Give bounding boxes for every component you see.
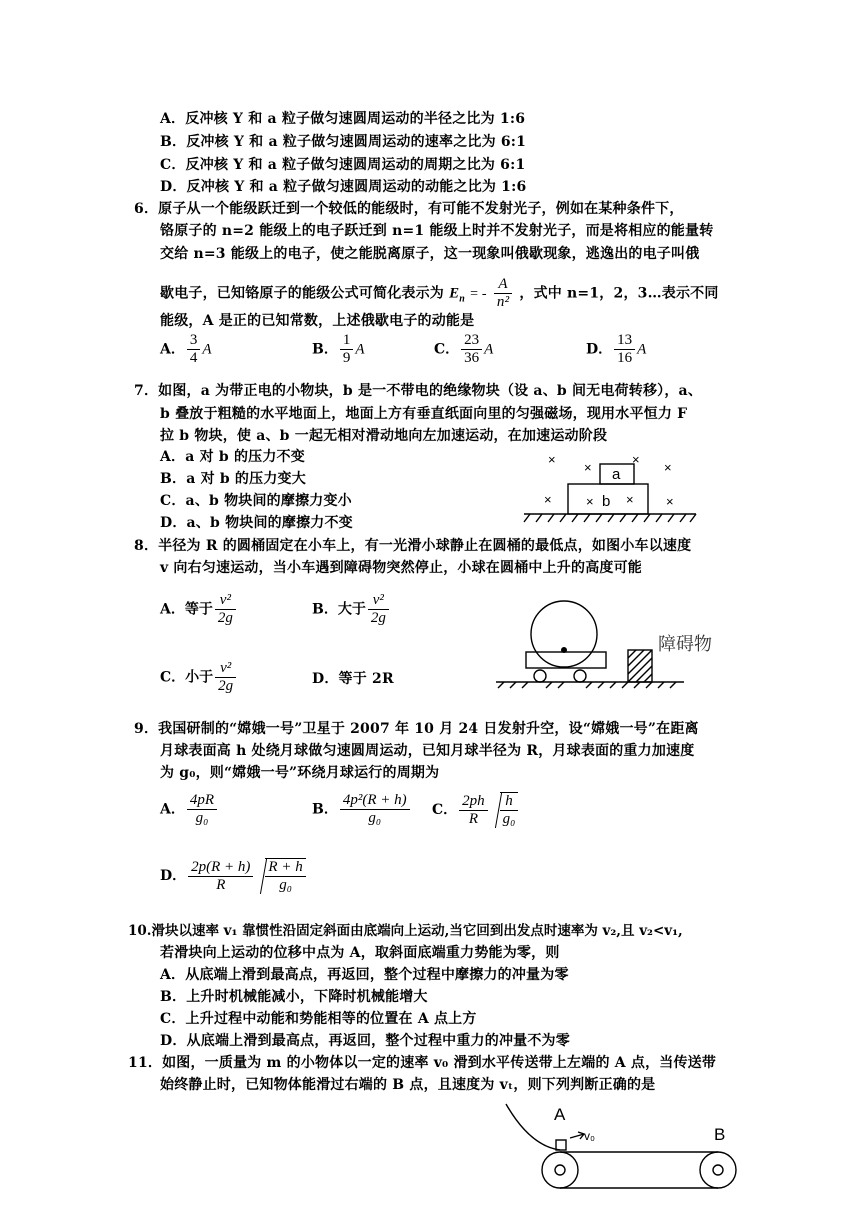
field-x-1: × (548, 452, 556, 467)
q5-option-b: B．反冲核 Y 和 a 粒子做匀速圆周运动的速率之比为 6:1 (160, 134, 527, 150)
point-a-label: A (554, 1105, 566, 1124)
field-x-4: × (664, 460, 672, 475)
q8-option-a (160, 592, 238, 627)
q9-option-d-label: D． (160, 868, 187, 884)
pulley-left-axle (555, 1165, 565, 1175)
q6-option-b-label: B． (312, 341, 338, 358)
q9-option-b-den: g₀ (368, 810, 382, 826)
q6-option-d-tail: A (637, 341, 647, 358)
q9-option-c-sqrt (500, 792, 519, 828)
q6-option-c (434, 332, 493, 367)
q9-option-c-root-num: h (500, 793, 519, 811)
q6-formula-eq: = - (470, 286, 487, 302)
curved-slope (506, 1104, 560, 1150)
q6-formula-lhs: E (449, 285, 460, 302)
q6-line-4 (160, 276, 719, 311)
ball (561, 647, 567, 653)
q8-option-d: D．等于 2R (312, 671, 394, 687)
q8-option-c-label: C．小于 (160, 669, 214, 686)
q9-option-c (432, 792, 518, 828)
ground-hatch (524, 514, 696, 522)
q6-option-a-label: A． (160, 341, 185, 358)
q6-line-2: 铬原子的 n=2 能级上的电子跃迁到 n=1 能级上时并不发射光子，而是将相应的能量转 (160, 223, 714, 239)
q9-option-d-root-num: R + h (265, 859, 305, 877)
q8-option-b-num: v² (368, 592, 389, 610)
q7-option-b: B．a 对 b 的压力变大 (160, 471, 306, 487)
q11-figure (500, 1098, 740, 1202)
q9-option-c-label: C． (432, 802, 458, 818)
cylinder (531, 601, 597, 667)
q6-option-b-num: 1 (340, 332, 354, 350)
q6-option-a (160, 332, 212, 367)
q8-option-c-num: v² (215, 660, 236, 678)
q8-figure (494, 596, 730, 692)
q7-line-2: b 叠放于粗糙的水平地面上，地面上方有垂直纸面向里的匀强磁场，现用水平恒力 F (160, 406, 688, 422)
field-x-3: × (632, 452, 640, 467)
q11-line-1: 11．如图，一质量为 m 的小物体以一定的速率 v₀ 滑到水平传送带上左端的 A 点，当传送带 (128, 1055, 717, 1071)
q6-formula-sub: n (459, 293, 466, 305)
q5-option-d: D．反冲核 Y 和 a 粒子做匀速圆周运动的动能之比为 1:6 (160, 179, 527, 195)
pulley-left (542, 1152, 578, 1188)
velocity-label: v₀ (584, 1129, 595, 1143)
q8-option-b-den: 2g (370, 610, 386, 626)
q10-line-2: 若滑块向上运动的位移中点为 A，取斜面底端重力势能为零，则 (160, 945, 560, 961)
block-b-label: b (602, 493, 611, 510)
cart-wheel-right (574, 670, 586, 682)
q9-option-a-den: g₀ (195, 810, 209, 826)
obstacle-hatch (628, 650, 652, 682)
ground-hatch (498, 682, 676, 688)
q7-option-a: A．a 对 b 的压力不变 (160, 449, 305, 465)
q5-option-c: C．反冲核 Y 和 a 粒子做匀速圆周运动的周期之比为 6:1 (160, 157, 526, 173)
q9-option-d-sqrt (265, 858, 305, 894)
q6-option-a-den: 4 (189, 350, 198, 366)
q6-option-d-label: D． (586, 341, 613, 358)
q6-formula-num: A (494, 276, 512, 294)
pulley-right-axle (713, 1165, 723, 1175)
q8-option-a-den: 2g (217, 610, 233, 626)
q6-option-d (586, 332, 646, 367)
q9-option-b (312, 792, 412, 827)
q8-line-1: 8．半径为 R 的圆桶固定在小车上，有一光滑小球静止在圆桶的最低点，如图小车以速度 (134, 538, 692, 554)
q10-line-1: 10.滑块以速率 v₁ 靠惯性沿固定斜面由底端向上运动,当它回到出发点时速率为 v₂,且 v₂<v₁, (128, 923, 683, 939)
q9-line-2: 月球表面高 h 处绕月球做匀速圆周运动，已知月球半径为 R，月球表面的重力加速度 (160, 743, 695, 759)
q6-line-4-text-b: ，式中 n=1，2，3…表示不同 (519, 285, 719, 302)
q9-option-d-root-den: g₀ (279, 877, 292, 893)
velocity-arrow (570, 1132, 584, 1139)
q9-option-d-den: R (216, 876, 226, 893)
q9-option-d-num: 2p(R + h) (188, 859, 253, 877)
obstacle-label: 障碍物 (658, 634, 712, 655)
q6-option-c-label: C． (434, 341, 460, 358)
field-x-2: × (584, 460, 592, 475)
q7-line-3: 拉 b 物块，使 a、b 一起无相对滑动地向左加速运动，在加速运动阶段 (160, 428, 608, 444)
q10-option-a: A．从底端上滑到最高点，再返回，整个过程中摩擦力的冲量为零 (160, 967, 569, 983)
q9-option-a (160, 792, 219, 827)
q7-figure (520, 452, 700, 528)
q6-line-1: 6．原子从一个能级跃迁到一个较低的能级时，有可能不发射光子，例如在某种条件下， (134, 201, 684, 217)
q9-option-c-den: R (468, 810, 478, 827)
field-x-5: × (544, 492, 552, 507)
q6-option-c-den: 36 (464, 350, 480, 366)
small-object (556, 1140, 566, 1150)
q8-option-c-den: 2g (218, 678, 234, 694)
q10-option-b: B．上升时机械能减小，下降时机械能增大 (160, 989, 428, 1005)
q9-option-a-label: A． (160, 801, 185, 818)
q5-option-a: A．反冲核 Y 和 a 粒子做匀速圆周运动的半径之比为 1:6 (160, 111, 526, 127)
q8-option-b-label: B．大于 (312, 601, 366, 618)
q8-option-b (312, 592, 391, 627)
field-x-8: × (666, 494, 674, 509)
q6-option-a-tail: A (202, 341, 212, 358)
block-a-label: a (612, 466, 621, 483)
q9-option-b-num: 4p²(R + h) (340, 792, 410, 810)
q10-option-d: D．从底端上滑到最高点，再返回，整个过程中重力的冲量不为零 (160, 1033, 570, 1049)
field-x-6: × (586, 494, 594, 509)
q9-option-d (160, 858, 306, 894)
q8-option-c (160, 660, 238, 695)
q6-option-b-den: 9 (342, 350, 351, 366)
q6-option-c-tail: A (484, 341, 494, 358)
q9-option-a-num: 4pR (187, 792, 217, 810)
q6-option-d-den: 16 (617, 350, 633, 366)
q6-option-b (312, 332, 365, 367)
q11-line-2: 始终静止时，已知物体能滑过右端的 B 点，且速度为 vₜ，则下列判断正确的是 (160, 1077, 656, 1093)
point-b-label: B (714, 1125, 726, 1144)
q6-option-b-tail: A (355, 341, 365, 358)
q6-line-3: 交给 n=3 能级上的电子，使之能脱离原子，这一现象叫俄歇现象，逃逸出的电子叫俄 (160, 246, 700, 262)
q6-line-5: 能级，A 是正的已知常数，上述俄歇电子的动能是 (160, 313, 475, 329)
q8-option-a-label: A．等于 (160, 601, 213, 618)
q6-option-a-num: 3 (187, 332, 201, 350)
q9-line-1: 9．我国研制的“嫦娥一号”卫星于 2007 年 10 月 24 日发射升空，设“嫦娥一号”在距离 (134, 721, 699, 737)
q7-option-c: C．a、b 物块间的摩擦力变小 (160, 493, 352, 509)
q8-line-2: v 向右匀速运动，当小车遇到障碍物突然停止，小球在圆桶中上升的高度可能 (160, 560, 643, 576)
pulley-right (700, 1152, 736, 1188)
q6-option-d-num: 13 (614, 332, 635, 350)
q10-option-c: C．上升过程中动能和势能相等的位置在 A 点上方 (160, 1011, 477, 1027)
q8-option-a-num: v² (215, 592, 236, 610)
q6-formula-den: n² (496, 294, 510, 310)
q6-formula-fraction (494, 276, 512, 311)
q7-line-1: 7．如图，a 为带正电的小物块，b 是一不带电的绝缘物块（设 a、b 间无电荷转移），a、 (134, 383, 703, 399)
q9-option-c-root-den: g₀ (502, 811, 516, 827)
q7-option-d: D．a、b 物块间的摩擦力不变 (160, 515, 353, 531)
cart-wheel-left (534, 670, 546, 682)
q9-option-b-label: B． (312, 801, 338, 818)
q6-line-4-text-a: 歇电子，已知铬原子的能级公式可简化表示为 (160, 285, 444, 302)
q9-option-c-num: 2ph (459, 793, 488, 811)
q6-option-c-num: 23 (461, 332, 482, 350)
field-x-7: × (626, 492, 634, 507)
q9-line-3: 为 g₀，则“嫦娥一号”环绕月球运行的周期为 (160, 765, 440, 781)
